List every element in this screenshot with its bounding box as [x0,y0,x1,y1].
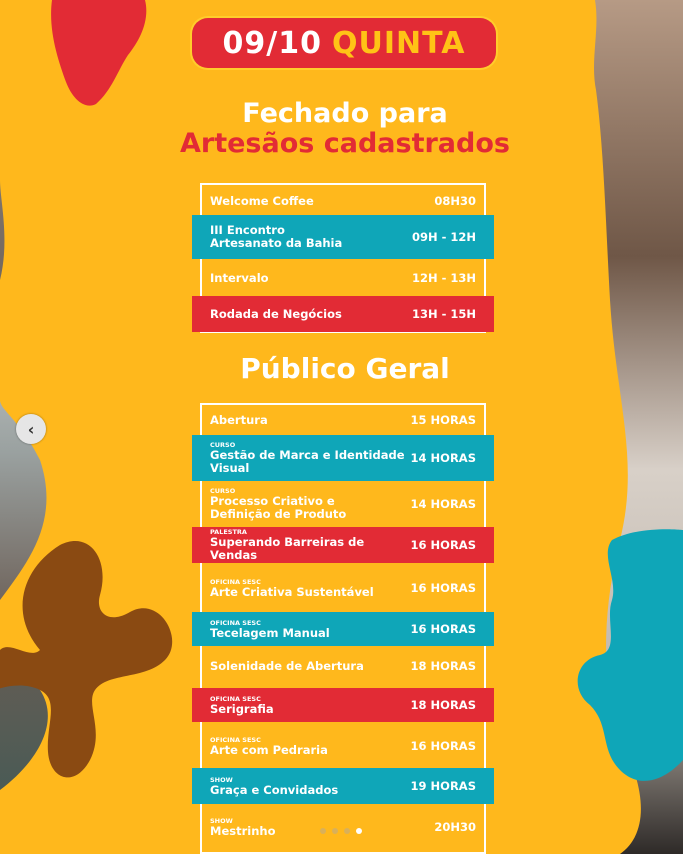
event-tag: OFICINA SESC [210,577,261,586]
event-label [210,776,338,797]
event-label [210,736,328,757]
event-time: 12H - 13H [411,271,476,285]
event-tag: CURSO [210,441,236,449]
section2-row [192,725,494,767]
event-tag: SHOW [210,816,233,825]
event-label [210,308,342,321]
section2-row [192,406,494,434]
event-time: 18 HORAS [410,698,476,712]
event-label [210,619,330,640]
section2-row [192,435,494,481]
event-time: 08H30 [434,194,476,208]
event-time: 18 HORAS [410,659,476,673]
event-time: 16 HORAS [410,581,476,595]
date-badge [192,18,496,68]
section2-row [192,806,494,848]
chevron-left-icon: ‹ [27,419,35,439]
event-label [210,578,374,599]
event-name: Mestrinho [210,823,276,838]
event-name: Solenidade de Abertura [210,658,364,673]
event-label [210,660,364,673]
event-label [210,817,275,838]
day-text: QUINTA [331,25,466,61]
event-name: Gestão de Marca e Identidade [210,448,405,462]
event-label [210,487,346,521]
event-name: Arte com Pedraria [210,742,328,757]
event-label [210,695,274,716]
carousel-prev-button[interactable] [16,414,46,444]
event-time: 16 HORAS [410,739,476,753]
event-tag: OFICINA SESC [210,694,261,703]
event-tag: CURSO [210,487,236,495]
event-tag: OFICINA SESC [210,735,261,744]
event-label [210,224,342,250]
event-name: Superando Barreiras de Vendas [210,535,365,562]
date-text: 09/10 [222,25,322,61]
event-name: Artesanato da Bahia [210,236,343,250]
section2-row [192,527,494,563]
event-label [210,414,268,427]
section2-row [192,647,494,685]
event-time: 16 HORAS [410,538,476,552]
event-name: Welcome Coffee [210,193,314,208]
section1-title-line2: Artesãos cadastrados [180,128,510,159]
event-name: Tecelagem Manual [210,625,330,640]
event-time: 20H30 [434,820,476,834]
event-name: Processo Criativo e [210,494,335,508]
section1-row [192,260,494,296]
event-label [210,441,405,475]
event-name: Arte Criativa Sustentável [210,584,374,599]
event-name: Rodada de Negócios [210,306,342,321]
event-label [210,528,411,562]
event-name: Visual [210,461,250,475]
section1-title-line1: Fechado para [242,98,448,129]
event-tag: OFICINA SESC [210,618,261,627]
event-name: Intervalo [210,270,269,285]
section2-row [192,565,494,611]
event-tag: SHOW [210,775,233,784]
section2-row [192,612,494,646]
event-name: Abertura [210,412,268,427]
event-name: Definição de Produto [210,507,347,521]
event-name: III Encontro [210,223,285,237]
event-time: 13H - 15H [411,307,476,321]
event-time: 14 HORAS [410,451,476,465]
section1-row [192,215,494,259]
event-time: 15 HORAS [410,413,476,427]
event-time: 09H - 12H [411,230,476,244]
event-time: 16 HORAS [410,622,476,636]
section2-row [192,482,494,526]
section1-row [192,296,494,332]
event-time: 14 HORAS [410,497,476,511]
section2-row [192,768,494,804]
section1-row [192,186,494,216]
event-time: 19 HORAS [410,779,476,793]
event-label [210,272,269,285]
event-name: Serigrafia [210,701,274,716]
event-label [210,195,314,208]
section2-row [192,688,494,722]
section2-title: Público Geral [240,352,450,385]
event-name: Graça e Convidados [210,782,339,797]
event-tag: PALESTRA [210,528,247,536]
